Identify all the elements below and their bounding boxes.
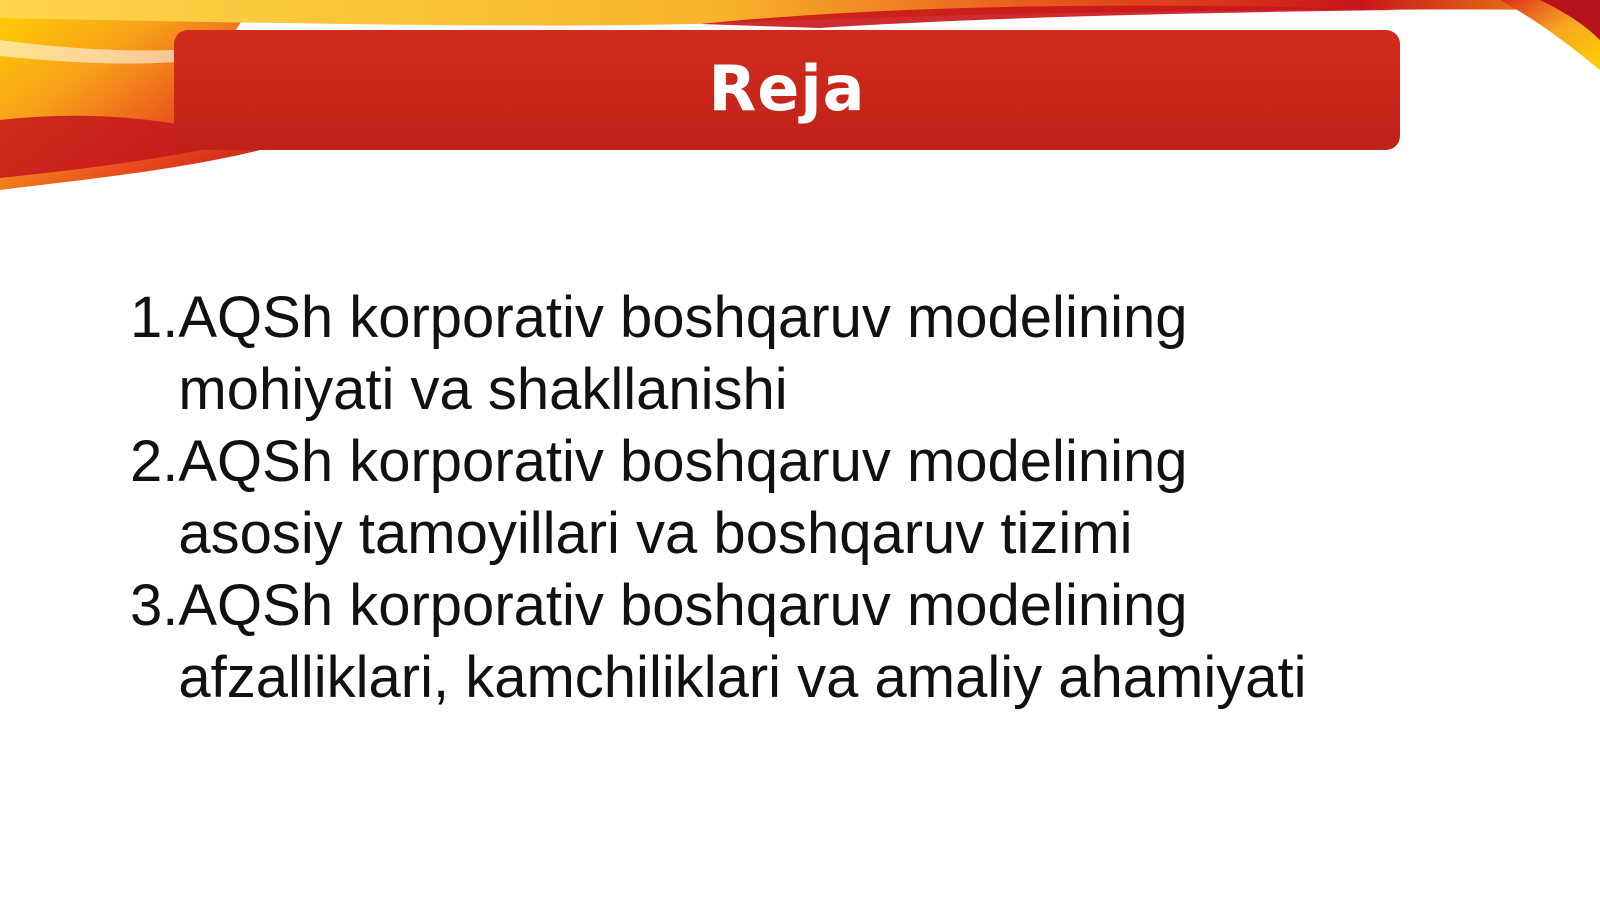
slide-title: Reja — [708, 51, 866, 125]
plan-list — [130, 282, 1310, 714]
plan-item-text: AQSh korporativ boshqaruv modelining mohiyati va shakllanishi — [178, 285, 1188, 422]
plan-item-text: AQSh korporativ boshqaruv modelining asosiy tamoyillari va boshqaruv tizimi — [178, 429, 1188, 566]
plan-item-number: 3. — [130, 573, 179, 638]
plan-item-3 — [130, 570, 1310, 714]
title-bar — [174, 30, 1400, 150]
plan-item-1 — [130, 282, 1310, 426]
plan-item-text: AQSh korporativ boshqaruv modelining afzalliklari, kamchiliklari va amaliy ahamiyati — [178, 573, 1307, 710]
plan-item-2 — [130, 426, 1310, 570]
plan-item-number: 1. — [130, 285, 179, 350]
plan-item-number: 2. — [130, 429, 179, 494]
